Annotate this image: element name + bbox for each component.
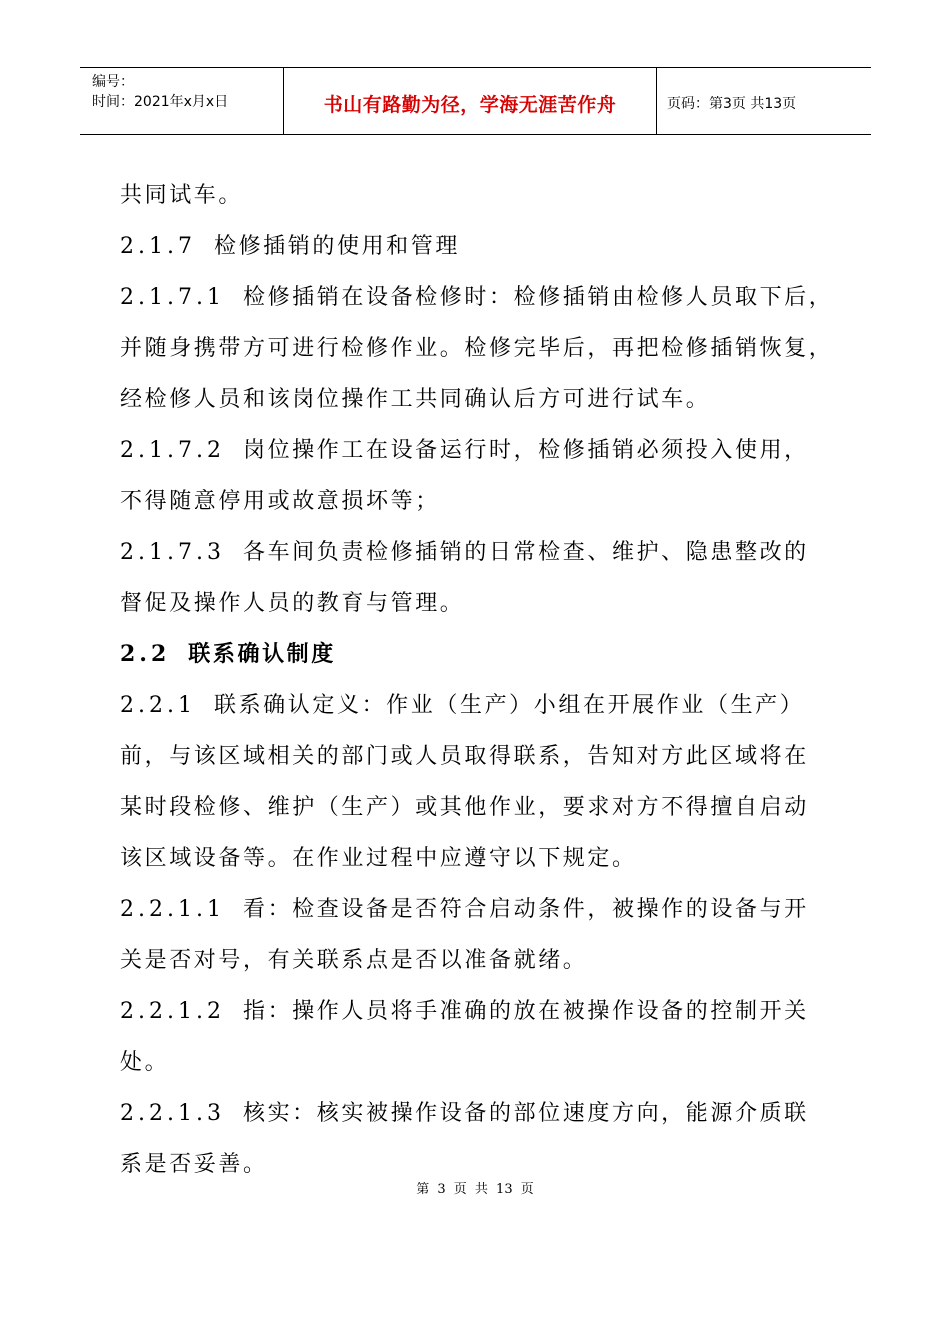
body-text-line	[120, 323, 840, 374]
line-text: 经检修人员和该岗位操作工共同确认后方可进行试车。	[120, 387, 711, 412]
section-line	[120, 221, 840, 272]
document-body	[120, 170, 840, 1190]
section-number: 2.1.7.2	[120, 438, 225, 463]
line-text: 并随身携带方可进行检修作业。检修完毕后，再把检修插销恢复，	[120, 336, 834, 361]
line-text: 关是否对号，有关联系点是否以准备就绪。	[120, 948, 588, 973]
line-text: 指：操作人员将手准确的放在被操作设备的控制开关	[242, 999, 809, 1024]
line-text: 岗位操作工在设备运行时，检修插销必须投入使用，	[242, 438, 809, 463]
section-line	[120, 986, 840, 1037]
section-line	[120, 1088, 840, 1139]
section-number: 2.1.7.3	[120, 540, 225, 565]
line-text: 系是否妥善。	[120, 1152, 268, 1177]
document-number-label: 编号：	[92, 74, 134, 90]
line-text: 共同试车。	[120, 183, 244, 208]
section-number: 2.1.7.1	[120, 285, 225, 310]
line-text: 看：检查设备是否符合启动条件，被操作的设备与开	[242, 897, 809, 922]
header-motto: 书山有路勤为径，学海无涯苦作舟	[323, 93, 617, 116]
header-page-info: 页码：第3页 共13页	[667, 96, 797, 112]
section-number: 2.2.1.2	[120, 999, 225, 1024]
line-text: 处。	[120, 1050, 170, 1075]
line-text: 各车间负责检修插销的日常检查、维护、隐患整改的	[242, 540, 809, 565]
body-text-line	[120, 374, 840, 425]
body-text-line	[120, 935, 840, 986]
line-text: 联系确认定义：作业（生产）小组在开展作业（生产）	[213, 693, 805, 718]
section-line	[120, 629, 840, 680]
section-number: 2.2.1.3	[120, 1101, 225, 1126]
section-line	[120, 527, 840, 578]
section-number: 2.2.1	[120, 693, 196, 718]
section-number: 2.2.1.1	[120, 897, 225, 922]
section-number: 2.2	[120, 641, 171, 667]
section-number: 2.1.7	[120, 234, 196, 259]
header-page-cell	[657, 68, 871, 134]
line-text: 不得随意停用或故意损坏等；	[120, 489, 440, 514]
section-line	[120, 425, 840, 476]
section-line	[120, 680, 840, 731]
body-text-line	[120, 476, 840, 527]
line-text: 检修插销在设备检修时：检修插销由检修人员取下后，	[242, 285, 834, 310]
document-time: 时间：2021年x月x日	[92, 94, 229, 110]
line-text: 某时段检修、维护（生产）或其他作业，要求对方不得擅自启动	[120, 795, 809, 820]
header-motto-cell	[284, 68, 657, 134]
body-text-line	[120, 833, 840, 884]
body-text-line	[120, 170, 840, 221]
body-text-line	[120, 731, 840, 782]
document-header	[80, 67, 871, 135]
line-text: 督促及操作人员的教育与管理。	[120, 591, 465, 616]
line-text: 该区域设备等。在作业过程中应遵守以下规定。	[120, 846, 637, 871]
line-text: 联系确认制度	[188, 641, 336, 667]
section-line	[120, 884, 840, 935]
body-text-line	[120, 1037, 840, 1088]
page-footer: 第 3 页 共 13 页	[416, 1182, 534, 1197]
body-text-line	[120, 782, 840, 833]
line-text: 前，与该区域相关的部门或人员取得联系，告知对方此区域将在	[120, 744, 809, 769]
header-meta	[80, 68, 284, 134]
section-line	[120, 272, 840, 323]
line-text: 核实：核实被操作设备的部位速度方向，能源介质联	[242, 1101, 809, 1126]
body-text-line	[120, 578, 840, 629]
line-text: 检修插销的使用和管理	[213, 234, 460, 259]
